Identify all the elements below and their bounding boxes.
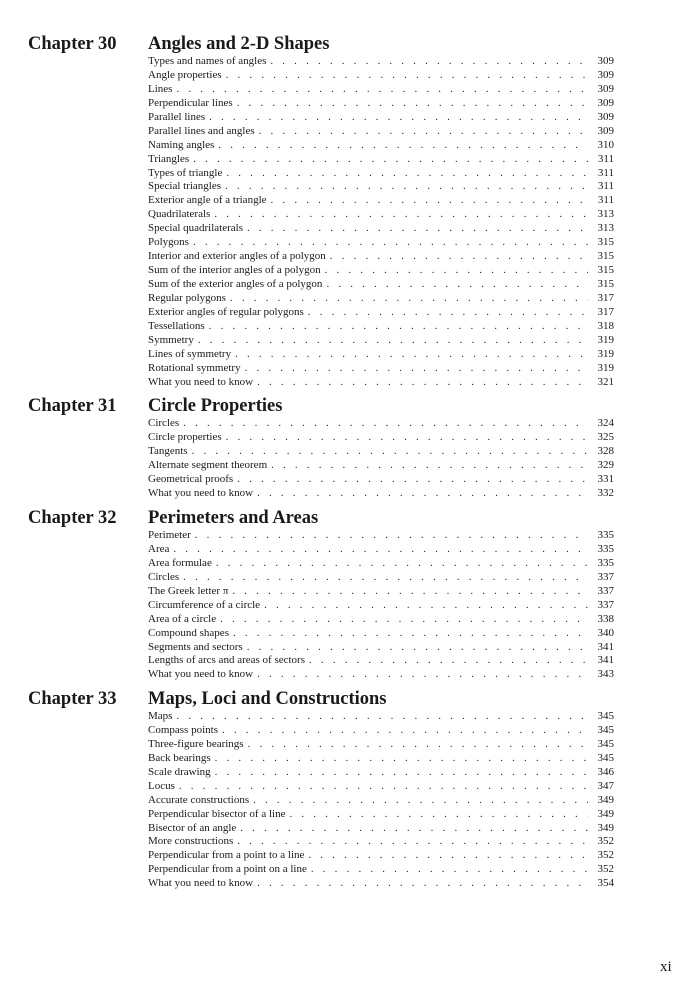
toc-entry-label: Symmetry	[148, 333, 194, 346]
dot-leader	[257, 487, 588, 501]
toc-entry	[148, 780, 614, 794]
toc-entry-label: Exterior angle of a triangle	[148, 194, 267, 207]
toc-entry-page: 338	[597, 612, 614, 625]
toc-entry-label: Circles	[148, 570, 180, 583]
chapter-number: Chapter 30	[28, 34, 117, 54]
toc-entry-page: 318	[597, 319, 614, 332]
dot-leader	[198, 334, 588, 348]
chapter-entries	[148, 710, 614, 891]
dot-leader	[192, 445, 588, 459]
toc-entry-page: 349	[597, 793, 614, 806]
toc-entry-page: 341	[597, 654, 614, 667]
toc-entry-page: 335	[597, 542, 614, 555]
toc-entry-page: 341	[597, 640, 614, 653]
dot-leader	[259, 125, 588, 139]
toc-entry	[148, 557, 614, 571]
toc-entry-label: Circumference of a circle	[148, 598, 261, 611]
toc-entry-label: Naming angles	[148, 138, 215, 151]
toc-entry-page: 354	[597, 877, 614, 890]
toc-entry-label: Area of a circle	[148, 612, 217, 625]
dot-leader	[253, 794, 588, 808]
dot-leader	[193, 236, 588, 250]
dot-leader	[226, 167, 588, 181]
toc-entry-label: Area formulae	[148, 556, 212, 569]
dot-leader	[257, 877, 588, 891]
toc-entry	[148, 348, 614, 362]
toc-entry	[148, 459, 614, 473]
toc-entry-label: Alternate segment theorem	[148, 458, 268, 471]
toc-entry	[148, 668, 614, 682]
dot-leader	[257, 668, 588, 682]
dot-leader	[209, 111, 588, 125]
toc-entry	[148, 69, 614, 83]
toc-entry	[148, 139, 614, 153]
toc-entry-page: 319	[597, 361, 614, 374]
toc-entry-page: 317	[597, 291, 614, 304]
dot-leader	[209, 320, 588, 334]
toc-entry-page: 309	[597, 68, 614, 81]
toc-entry-label: Perpendicular bisector of a line	[148, 807, 286, 820]
toc-entry-page: 315	[597, 264, 614, 277]
toc-entry	[148, 125, 614, 139]
toc-entry-label: Sum of the interior angles of a polygon	[148, 264, 321, 277]
toc-entry	[148, 97, 614, 111]
toc-entry	[148, 236, 614, 250]
toc-entry-label: Angle properties	[148, 68, 222, 81]
toc-entry	[148, 529, 614, 543]
toc-entry	[148, 194, 614, 208]
toc-entry	[148, 599, 614, 613]
dot-leader	[264, 599, 588, 613]
toc-entry-label: What you need to know	[148, 668, 254, 681]
toc-entry	[148, 627, 614, 641]
toc-entry	[148, 55, 614, 69]
toc-entry	[148, 808, 614, 822]
toc-entry-page: 335	[597, 556, 614, 569]
toc-entry	[148, 487, 614, 501]
toc-entry-page: 319	[597, 333, 614, 346]
dot-leader	[330, 250, 588, 264]
toc-entry	[148, 613, 614, 627]
toc-entry-page: 324	[597, 417, 614, 429]
dot-leader	[225, 180, 588, 194]
dot-leader	[247, 222, 588, 236]
dot-leader	[232, 585, 588, 599]
toc-entry-label: More constructions	[148, 835, 234, 848]
toc-entry-page: 309	[597, 110, 614, 123]
toc-entry-label: Lines of symmetry	[148, 347, 232, 360]
dot-leader	[326, 278, 588, 292]
toc-entry-page: 345	[597, 723, 614, 736]
toc-entry-page: 311	[597, 166, 614, 179]
dot-leader	[230, 292, 588, 306]
chapter-entries	[148, 417, 614, 501]
dot-leader	[173, 543, 588, 557]
toc-entry-page: 325	[597, 430, 614, 443]
toc-entry-page: 309	[597, 55, 614, 67]
dot-leader	[240, 822, 588, 836]
dot-leader	[271, 459, 588, 473]
dot-leader	[248, 738, 588, 752]
dot-leader	[183, 571, 588, 585]
toc-entry-label: Polygons	[148, 236, 189, 249]
chapter-title: Maps, Loci and Constructions	[148, 689, 387, 709]
toc-entry-label: Back bearings	[148, 751, 211, 764]
dot-leader	[215, 752, 588, 766]
toc-entry-page: 349	[597, 807, 614, 820]
toc-entry-label: Quadrilaterals	[148, 208, 211, 221]
toc-entry-label: Lines	[148, 82, 173, 95]
toc-entry-page: 352	[597, 835, 614, 848]
toc-entry-label: Tangents	[148, 444, 188, 457]
dot-leader	[308, 306, 588, 320]
toc-entry	[148, 417, 614, 431]
toc-entry	[148, 278, 614, 292]
toc-entry-label: Types and names of angles	[148, 55, 267, 67]
dot-leader	[311, 863, 588, 877]
toc-entry-page: 317	[597, 305, 614, 318]
toc-entry-label: Scale drawing	[148, 765, 211, 778]
toc-entry-page: 309	[597, 96, 614, 109]
dot-leader	[176, 710, 588, 724]
dot-leader	[214, 208, 588, 222]
dot-leader	[195, 529, 588, 543]
toc-entry-page: 335	[597, 529, 614, 541]
page-folio: xi	[660, 959, 672, 975]
toc-entry-label: Accurate constructions	[148, 793, 250, 806]
toc-entry	[148, 320, 614, 334]
chapter-title: Angles and 2-D Shapes	[148, 34, 330, 54]
toc-entry-page: 346	[597, 765, 614, 778]
dot-leader	[226, 431, 588, 445]
toc-entry	[148, 153, 614, 167]
chapter-entries	[148, 55, 614, 390]
toc-entry	[148, 208, 614, 222]
toc-entry	[148, 180, 614, 194]
toc-entry-label: Circles	[148, 417, 180, 429]
toc-entry	[148, 250, 614, 264]
toc-entry	[148, 111, 614, 125]
toc-entry-label: Circle properties	[148, 430, 222, 443]
dot-leader	[215, 766, 588, 780]
dot-leader	[247, 641, 588, 655]
dot-leader	[218, 139, 588, 153]
toc-entry-label: Sum of the exterior angles of a polygon	[148, 278, 323, 290]
dot-leader	[193, 153, 588, 167]
toc-entry-page: 310	[597, 138, 614, 151]
chapter-number: Chapter 32	[28, 508, 117, 528]
toc-entry-page: 349	[597, 821, 614, 834]
toc-entry-label: Interior and exterior angles of a polygon	[148, 250, 326, 263]
toc-entry-label: Maps	[148, 710, 173, 722]
toc-entry	[148, 445, 614, 459]
toc-entry-label: Exterior angles of regular polygons	[148, 305, 304, 318]
toc-entry-page: 321	[597, 375, 614, 388]
dot-leader	[308, 849, 588, 863]
toc-entry	[148, 167, 614, 181]
toc-entry-page: 313	[597, 222, 614, 235]
toc-entry-page: 337	[597, 598, 614, 611]
toc-entry-page: 309	[597, 124, 614, 137]
toc-entry-page: 311	[597, 152, 614, 165]
dot-leader	[237, 97, 588, 111]
dot-leader	[309, 654, 588, 668]
dot-leader	[176, 83, 588, 97]
dot-leader	[270, 55, 588, 69]
toc-entry-label: Locus	[148, 779, 175, 792]
dot-leader	[325, 264, 588, 278]
toc-entry-page: 329	[597, 458, 614, 471]
toc-entry	[148, 543, 614, 557]
toc-entry-label: Segments and sectors	[148, 640, 243, 653]
toc-entry-page: 332	[597, 486, 614, 499]
dot-leader	[216, 557, 588, 571]
toc-entry	[148, 752, 614, 766]
toc-entry-label: Rotational symmetry	[148, 361, 241, 374]
toc-entry-label: Perpendicular from a point on a line	[148, 863, 307, 876]
toc-entry	[148, 334, 614, 348]
toc-entry	[148, 376, 614, 390]
toc-entry-page: 315	[597, 278, 614, 290]
toc-entry-label: Perimeter	[148, 529, 191, 541]
dot-leader	[257, 376, 588, 390]
toc-entry-label: Area	[148, 542, 170, 555]
dot-leader	[235, 348, 588, 362]
toc-entry-page: 352	[597, 863, 614, 876]
toc-entry-page: 328	[597, 444, 614, 457]
toc-entry-label: Compass points	[148, 723, 218, 736]
dot-leader	[233, 627, 588, 641]
dot-leader	[237, 835, 588, 849]
toc-entry-page: 343	[597, 668, 614, 681]
toc-entry	[148, 738, 614, 752]
toc-entry-page: 315	[597, 250, 614, 263]
toc-entry-page: 352	[597, 849, 614, 862]
toc-entry-page: 347	[597, 779, 614, 792]
toc-entry-page: 313	[597, 208, 614, 221]
dot-leader	[222, 724, 588, 738]
dot-leader	[237, 473, 588, 487]
toc-entry	[148, 877, 614, 891]
toc-entry	[148, 571, 614, 585]
toc-entry	[148, 473, 614, 487]
toc-entry	[148, 822, 614, 836]
toc-entry-label: Bisector of an angle	[148, 821, 237, 834]
toc-entry	[148, 710, 614, 724]
toc-entry-page: 319	[597, 347, 614, 360]
toc-entry-label: Lengths of arcs and areas of sectors	[148, 654, 305, 667]
toc-entry-label: What you need to know	[148, 375, 254, 388]
chapter-title: Perimeters and Areas	[148, 508, 319, 528]
toc-entry-label: The Greek letter π	[148, 584, 229, 597]
toc-entry-label: Parallel lines and angles	[148, 124, 255, 137]
toc-entry-label: Special quadrilaterals	[148, 222, 243, 235]
toc-entry-label: Parallel lines	[148, 110, 206, 123]
toc-entry	[148, 794, 614, 808]
toc-entry-label: Geometrical proofs	[148, 472, 234, 485]
toc-entry	[148, 724, 614, 738]
dot-leader	[179, 780, 588, 794]
toc-entry	[148, 641, 614, 655]
toc-entry-label: Regular polygons	[148, 291, 226, 304]
dot-leader	[220, 613, 588, 627]
toc-entry	[148, 863, 614, 877]
toc-entry-page: 311	[597, 194, 614, 207]
toc-entry-page: 337	[597, 584, 614, 597]
chapter-title: Circle Properties	[148, 396, 283, 416]
toc-entry-label: Perpendicular lines	[148, 96, 233, 109]
chapter-number: Chapter 31	[28, 396, 117, 416]
toc-entry-label: What you need to know	[148, 486, 254, 499]
dot-leader	[226, 69, 588, 83]
toc-entry-label: Special triangles	[148, 180, 222, 193]
toc-entry-label: What you need to know	[148, 877, 254, 890]
toc-entry-page: 315	[597, 236, 614, 249]
toc-entry	[148, 835, 614, 849]
dot-leader	[289, 808, 588, 822]
toc-entry-page: 337	[597, 570, 614, 583]
toc-entry	[148, 83, 614, 97]
toc-entry	[148, 362, 614, 376]
dot-leader	[245, 362, 588, 376]
toc-entry-label: Compound shapes	[148, 626, 229, 639]
chapter-entries	[148, 529, 614, 682]
toc-entry-page: 345	[597, 751, 614, 764]
toc-entry	[148, 849, 614, 863]
toc-entry-page: 311	[597, 180, 614, 193]
toc-entry	[148, 585, 614, 599]
toc-entry-page: 309	[597, 82, 614, 95]
toc-entry-label: Three-figure bearings	[148, 737, 244, 750]
chapter-number: Chapter 33	[28, 689, 117, 709]
toc-entry-label: Tessellations	[148, 319, 205, 332]
toc-entry-page: 345	[597, 710, 614, 722]
toc-entry	[148, 306, 614, 320]
dot-leader	[271, 194, 588, 208]
toc-entry-label: Triangles	[148, 152, 190, 165]
toc-entry-page: 345	[597, 737, 614, 750]
toc-entry	[148, 654, 614, 668]
toc-entry-page: 331	[597, 472, 614, 485]
toc-entry	[148, 264, 614, 278]
toc-entry	[148, 431, 614, 445]
toc-entry	[148, 766, 614, 780]
dot-leader	[183, 417, 588, 431]
toc-entry-page: 340	[597, 626, 614, 639]
toc-entry	[148, 292, 614, 306]
toc-entry-label: Perpendicular from a point to a line	[148, 849, 305, 862]
toc-entry	[148, 222, 614, 236]
toc-entry-label: Types of triangle	[148, 166, 223, 179]
